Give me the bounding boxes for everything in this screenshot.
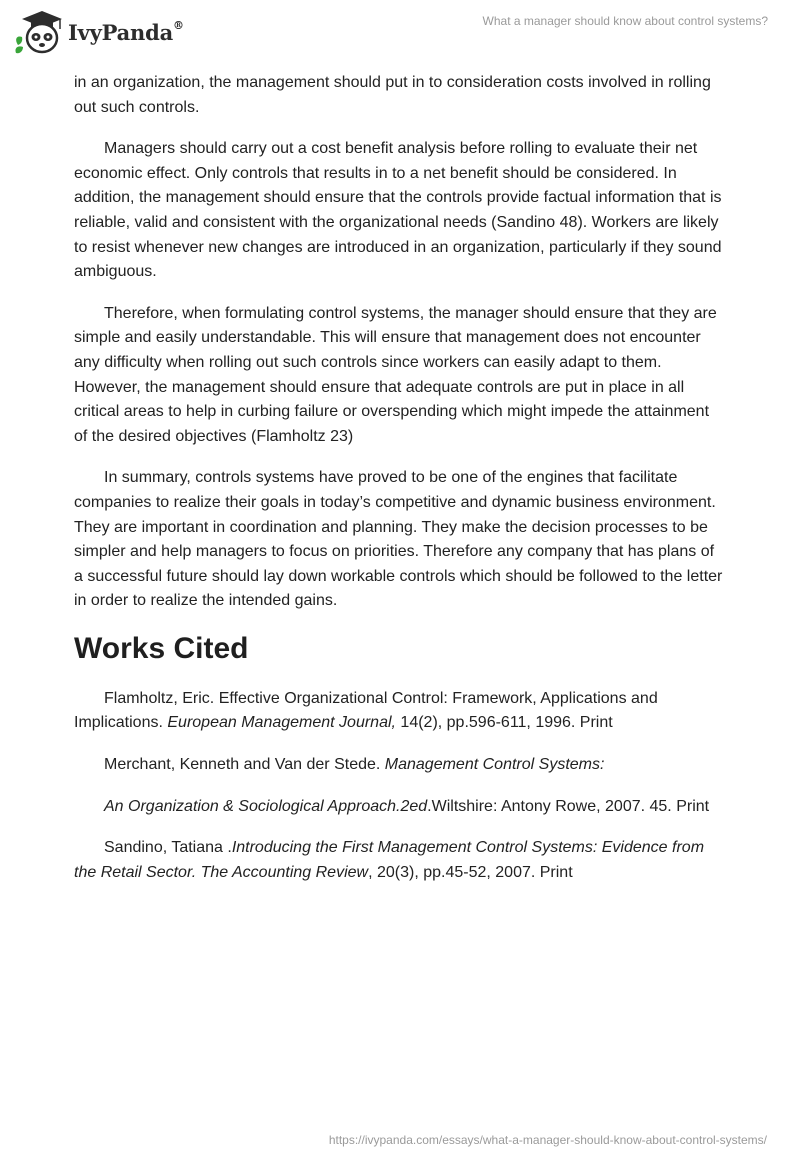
logo-text: IvyPanda® bbox=[68, 18, 184, 45]
citation-merchant-continued: An Organization & Sociological Approach.2ed.Wiltshire: Antony Rowe, 2007. 45. Print bbox=[104, 797, 710, 815]
registered-mark: ® bbox=[173, 18, 184, 32]
paragraph-1: in an organization, the management should put in to consideration costs involved in rolling out such controls. bbox=[74, 74, 711, 116]
paragraph-2: Managers should carry out a cost benefit analysis before rolling to evaluate their net economic effect. Only controls that results in to a net benefit should be considered. In addition, the management should ensure that the controls provide factual information that is reliable, valid and consistent with the organizational needs (Sandino 48). Workers are likely to resist whenever new changes are introduced in an organization, particularly if they sound ambiguous. bbox=[74, 140, 722, 281]
essay-content bbox=[74, 71, 726, 902]
citation-merchant: Merchant, Kenneth and Van der Stede. Management Control Systems: bbox=[104, 756, 605, 774]
citation-flamholtz: Flamholtz, Eric. Effective Organizational Control: Framework, Applications and Implications. European Management Journal, 14(2), pp.596-611, 1996. Print bbox=[74, 689, 658, 732]
ivypanda-logo[interactable] bbox=[14, 8, 184, 56]
paragraph-3: Therefore, when formulating control systems, the manager should ensure that they are simple and easily understandable. This will ensure that management does not encounter any difficulty when rolling out such controls since workers can easily adapt to them. However, the management should ensure that adequate controls are put in place in all critical areas to help in curbing failure or overspending which might impede the attainment of the desired objectives (Flamholtz 23) bbox=[74, 304, 717, 445]
citation-sandino: Sandino, Tatiana .Introducing the First Management Control Systems: Evidence from the Retail Sector. The Accounting Review, 20(3), pp.45-52, 2007. Print bbox=[74, 839, 705, 881]
header-essay-title: What a manager should know about control systems? bbox=[482, 14, 768, 28]
paragraph-4: In summary, controls systems have proved to be one of the engines that facilitate companies to realize their goals in today’s competitive and dynamic business environment. They are important in coordination and planning. They make the decision processes to be simpler and help managers to focus on priorities. Therefore any company that has plans of a successful future should lay down workable controls which should be followed to the letter in order to realize the intended gains. bbox=[74, 469, 723, 610]
footer-source-url[interactable]: https://ivypanda.com/essays/what-a-manager-should-know-about-control-systems/ bbox=[328, 1133, 767, 1147]
works-cited-heading: Works Cited bbox=[74, 631, 249, 665]
panda-graduate-icon bbox=[14, 9, 64, 55]
page-header bbox=[0, 0, 800, 70]
